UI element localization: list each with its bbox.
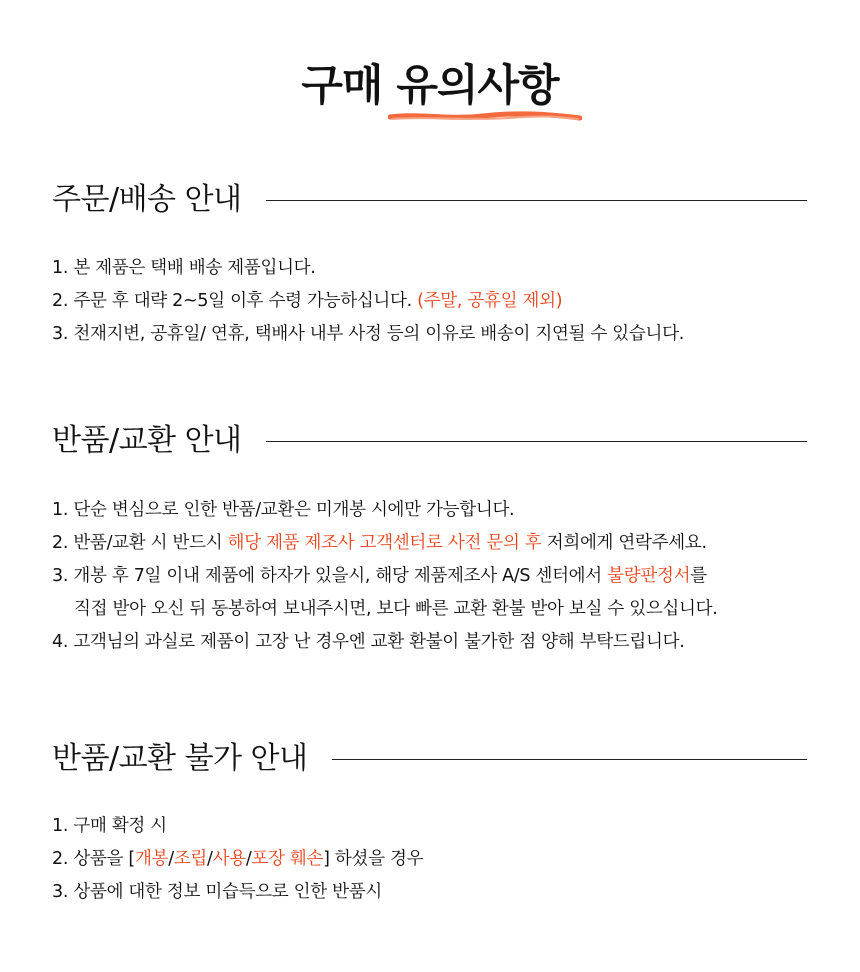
- list-item: [52, 252, 820, 285]
- item-text: 2. 반품/교환 시 반드시: [52, 533, 228, 553]
- divider: [266, 200, 807, 201]
- item-text: /: [207, 849, 213, 869]
- shipping-list: [52, 252, 820, 351]
- title-underline-decoration: [388, 110, 582, 124]
- item-text: /: [245, 849, 252, 869]
- item-continuation: 직접 받아 오신 뒤 동봉하여 보내주시면, 보다 빠른 교환 환불 받아 보실 수 있으십니다.: [74, 599, 718, 619]
- divider: [332, 759, 807, 760]
- highlight-text: 조립: [173, 849, 208, 869]
- section-title: 반품/교환 안내: [52, 423, 242, 458]
- item-text: 3. 개봉 후 7일 이내 제품에 하자가 있을시, 해당 제품제조사 A/S 센터에서: [52, 566, 608, 586]
- list-item: [52, 876, 820, 909]
- section-title: 주문/배송 안내: [52, 182, 242, 217]
- non-returnable-list: [52, 810, 820, 909]
- section-heading-non-returnable: [52, 739, 807, 779]
- section-heading-return-exchange: [52, 421, 807, 461]
- highlight-text: 개봉: [134, 849, 169, 869]
- list-item: [52, 810, 820, 843]
- item-text: 저희에게 연락주세요.: [541, 533, 707, 553]
- item-text: 1. 구매 확정 시: [52, 816, 167, 836]
- list-item: [52, 527, 820, 560]
- list-item: [52, 285, 820, 318]
- list-item: [52, 560, 820, 626]
- item-text: 2. 상품을 [: [52, 849, 135, 869]
- item-text: 1. 단순 변심으로 인한 반품/교환은 미개봉 시에만 가능합니다.: [52, 500, 515, 520]
- highlight-text: (주말, 공휴일 제외): [417, 291, 563, 311]
- page-title: 구매 유의사항: [301, 61, 559, 111]
- list-item: [52, 318, 820, 351]
- highlight-text: 포장 훼손: [251, 849, 324, 869]
- list-item: [52, 494, 820, 527]
- item-text: 1. 본 제품은 택배 배송 제품입니다.: [52, 258, 316, 278]
- highlight-text: 해당 제품 제조사 고객센터로 사전 문의 후: [227, 533, 542, 553]
- item-text: ] 하셨을 경우: [323, 849, 424, 869]
- section-heading-shipping: [52, 180, 807, 220]
- item-text: /: [168, 849, 174, 869]
- item-text: 를: [690, 566, 707, 586]
- highlight-text: 불량판정서: [607, 566, 691, 586]
- list-item: [52, 843, 820, 876]
- item-text: 3. 천재지변, 공휴일/ 연휴, 택배사 내부 사정 등의 이유로 배송이 지연될 수 있습니다.: [52, 324, 684, 344]
- section-title: 반품/교환 불가 안내: [52, 741, 308, 776]
- item-text: 2. 주문 후 대략 2~5일 이후 수령 가능하십니다.: [52, 291, 418, 311]
- return-exchange-list: [52, 494, 820, 659]
- highlight-text: 사용: [212, 849, 246, 869]
- item-text: 4. 고객님의 과실로 제품이 고장 난 경우엔 교환 환불이 불가한 점 양해 부탁드립니다.: [52, 632, 685, 652]
- list-item: [52, 626, 820, 659]
- divider: [266, 441, 807, 442]
- item-text: 3. 상품에 대한 정보 미습득으로 인한 반품시: [52, 882, 382, 902]
